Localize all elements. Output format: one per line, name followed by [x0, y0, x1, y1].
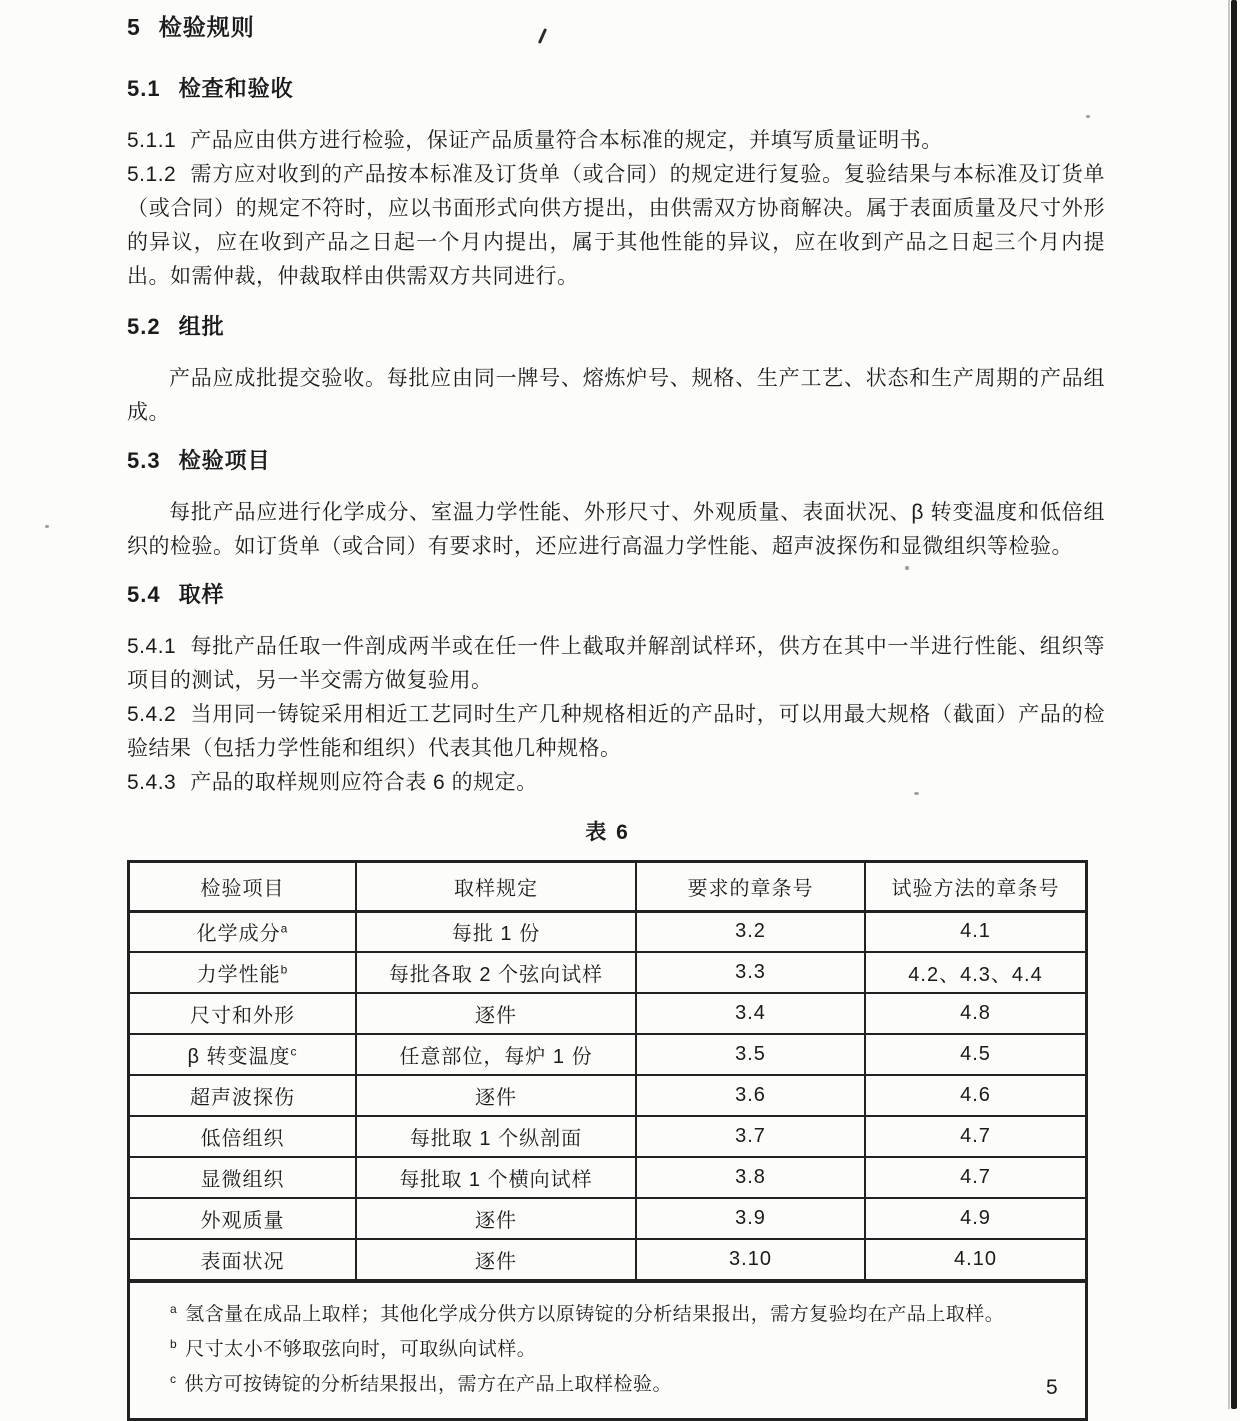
- cell-req: 3.8: [636, 1157, 865, 1198]
- cell-item: 低倍组织: [130, 1116, 356, 1157]
- clause-5-4-3: [127, 766, 1105, 800]
- clause-5-3-text: [127, 496, 1105, 564]
- cell-method: 4.8: [865, 993, 1085, 1034]
- clause-text: 产品应成批提交验收。每批应由同一牌号、熔炼炉号、规格、生产工艺、状态和生产周期的产品组成。: [127, 367, 1105, 424]
- col-header-method: 试验方法的章条号: [865, 863, 1085, 911]
- section-title: 检验规则: [158, 14, 255, 40]
- cell-req: 3.3: [636, 952, 865, 993]
- cell-item: β 转变温度$^c$: [130, 1034, 356, 1075]
- clause-text: 当用同一铸锭采用相近工艺同时生产几种规格相近的产品时，可以用最大规格（截面）产品的检验结果（包括力学性能和组织）代表其他几种规格。: [127, 703, 1105, 760]
- table-header-row: [130, 863, 1085, 911]
- section-number: 5.4: [127, 582, 161, 607]
- clause-text: 每批产品应进行化学成分、室温力学性能、外形尺寸、外观质量、表面状况、β 转变温度和低倍组织的检验。如订货单（或合同）有要求时，还应进行高温力学性能、超声波探伤和显微组织等检验。: [127, 501, 1105, 558]
- footnote-marker: a: [170, 1301, 178, 1316]
- table-row: [130, 1075, 1085, 1116]
- table-6-frame: [127, 860, 1088, 1421]
- cell-method: 4.7: [865, 1157, 1085, 1198]
- footnote-a: [170, 1297, 1061, 1332]
- section-title: 组批: [178, 314, 225, 339]
- cell-method: 4.9: [865, 1198, 1085, 1239]
- clause-number: 5.4.3: [127, 771, 177, 794]
- table-6-caption: 表 6: [585, 821, 630, 844]
- clause-5-1-1: [127, 124, 1105, 158]
- clause-text: 每批产品任取一件剖成两半或在任一件上截取并解剖试样环，供方在其中一半进行性能、组织等项目的测试，另一半交需方做复验用。: [127, 635, 1105, 692]
- cell-rule: 每批 1 份: [356, 911, 636, 952]
- table-row: [130, 1157, 1085, 1198]
- cell-item: 尺寸和外形: [130, 993, 356, 1034]
- table-footnotes: [130, 1281, 1085, 1418]
- scan-speck: [1086, 115, 1090, 118]
- cell-item: 力学性能$^b$: [130, 952, 356, 993]
- cell-req: 3.10: [636, 1239, 865, 1280]
- col-header-item: 检验项目: [130, 863, 356, 911]
- cell-rule: 逐件: [356, 1198, 636, 1239]
- section-5-3-heading: [127, 448, 1105, 474]
- clause-text: 需方应对收到的产品按本标准及订货单（或合同）的规定进行复验。复验结果与本标准及订货单（或合同）的规定不符时，应以书面形式向供方提出，由供需双方协商解决。属于表面质量及尺寸外形的异议，应在收到产品之日起一个月内提出，属于其他性能的异议，应在收到产品之日起三个月内提出。如需仲裁，仲裁取样由供需双方共同进行。: [127, 163, 1105, 288]
- table-row: [130, 1034, 1085, 1075]
- footnote-text: 尺寸太小不够取弦向时，可取纵向试样。: [185, 1339, 537, 1360]
- cell-rule: 逐件: [356, 1239, 636, 1280]
- footnote-b: [170, 1332, 1061, 1367]
- cell-req: 3.7: [636, 1116, 865, 1157]
- cell-method: 4.5: [865, 1034, 1085, 1075]
- cell-method: 4.6: [865, 1075, 1085, 1116]
- clause-5-1-2: [127, 158, 1105, 294]
- cell-rule: 每批各取 2 个弦向试样: [356, 952, 636, 993]
- cell-rule: 逐件: [356, 1075, 636, 1116]
- clause-number: 5.1.1: [127, 129, 177, 152]
- cell-req: 3.9: [636, 1198, 865, 1239]
- cell-item: 表面状况: [130, 1239, 356, 1280]
- col-header-req: 要求的章条号: [636, 863, 865, 911]
- cell-method: 4.7: [865, 1116, 1085, 1157]
- cell-rule: 逐件: [356, 993, 636, 1034]
- cell-item: 外观质量: [130, 1198, 356, 1239]
- cell-req: 3.5: [636, 1034, 865, 1075]
- footnote-ref: c: [290, 1044, 298, 1059]
- section-5-2-heading: [127, 314, 1105, 340]
- cell-method: 4.10: [865, 1239, 1085, 1280]
- footnote-ref: b: [280, 962, 289, 977]
- footnote-c: [170, 1367, 1061, 1402]
- cell-item: 超声波探伤: [130, 1075, 356, 1116]
- cell-method: 4.2、4.3、4.4: [865, 952, 1085, 993]
- footnote-marker: c: [170, 1371, 177, 1386]
- footnote-text: 氢含量在成品上取样；其他化学成分供方以原铸锭的分析结果报出，需方复验均在产品上取样。: [185, 1304, 1005, 1325]
- cell-rule: 每批取 1 个纵剖面: [356, 1116, 636, 1157]
- clause-text: 产品的取样规则应符合表 6 的规定。: [190, 771, 538, 794]
- table-row: [130, 1116, 1085, 1157]
- scan-edge-artifact: [1231, 0, 1237, 1409]
- footnote-text: 供方可按铸锭的分析结果报出，需方在产品上取样检验。: [184, 1374, 673, 1395]
- cell-req: 3.6: [636, 1075, 865, 1116]
- table-row: [130, 911, 1085, 952]
- section-5-heading: [127, 14, 1105, 40]
- cell-method: 4.1: [865, 911, 1085, 952]
- page-content: [127, 14, 1105, 1421]
- section-title: 取样: [178, 582, 225, 607]
- table-6: [130, 863, 1085, 1281]
- clause-number: 5.4.2: [127, 703, 177, 726]
- page-number: 5: [1046, 1376, 1058, 1399]
- section-number: 5.3: [127, 448, 161, 473]
- table-row: [130, 952, 1085, 993]
- cell-req: 3.4: [636, 993, 865, 1034]
- section-number: 5: [127, 14, 141, 40]
- cell-rule: 每批取 1 个横向试样: [356, 1157, 636, 1198]
- clause-text: 产品应由供方进行检验，保证产品质量符合本标准的规定，并填写质量证明书。: [190, 129, 943, 152]
- footnote-marker: b: [170, 1336, 178, 1351]
- section-title: 检查和验收: [178, 76, 294, 101]
- cell-req: 3.2: [636, 911, 865, 952]
- scan-speck: [914, 792, 919, 795]
- clause-5-2-text: [127, 362, 1105, 430]
- section-number: 5.2: [127, 314, 161, 339]
- section-title: 检验项目: [178, 448, 271, 473]
- cell-rule: 任意部位，每炉 1 份: [356, 1034, 636, 1075]
- clause-number: 5.4.1: [127, 635, 177, 658]
- clause-5-4-2: [127, 698, 1105, 766]
- section-5-4-heading: [127, 582, 1105, 608]
- cell-item: 化学成分$^a$: [130, 911, 356, 952]
- table-row: [130, 1239, 1085, 1280]
- clause-5-4-1: [127, 630, 1105, 698]
- table-row: [130, 993, 1085, 1034]
- section-5-1-heading: [127, 76, 1105, 102]
- cell-item: 显微组织: [130, 1157, 356, 1198]
- table-row: [130, 1198, 1085, 1239]
- section-number: 5.1: [127, 76, 161, 101]
- scan-speck: [45, 525, 49, 528]
- scan-edge-artifact-soft: [1228, 0, 1230, 1409]
- col-header-rule: 取样规定: [356, 863, 636, 911]
- footnote-ref: a: [280, 921, 289, 936]
- clause-number: 5.1.2: [127, 163, 177, 186]
- scan-speck: [905, 566, 909, 570]
